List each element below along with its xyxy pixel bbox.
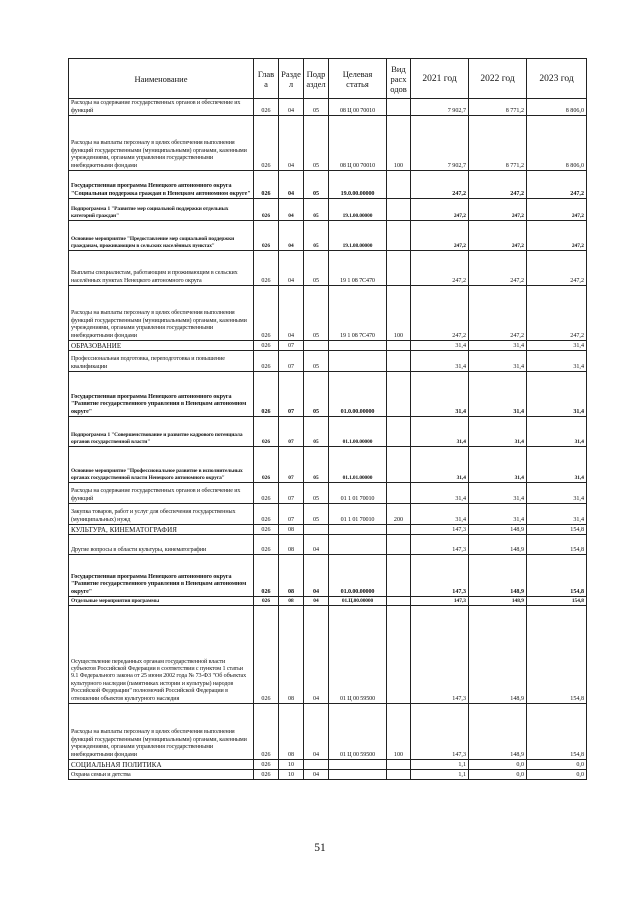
row-2023: 247,2 <box>527 221 587 251</box>
row-razdel: 08 <box>279 704 304 760</box>
row-vid: 100 <box>387 286 411 341</box>
row-razdel: 07 <box>279 341 304 351</box>
row-vid <box>387 555 411 597</box>
row-2022: 247,2 <box>469 251 527 286</box>
row-vid <box>387 351 411 372</box>
table-row <box>69 341 587 351</box>
row-2023: 31,4 <box>527 447 587 483</box>
table-row <box>69 760 587 770</box>
row-razdel: 04 <box>279 286 304 341</box>
row-target: 19 1 08 7С470 <box>329 251 387 286</box>
row-name: Государственная программа Ненецкого автономного округа "Социальная поддержка граждан в Ненецком автономном округе" <box>69 171 254 199</box>
row-name: Государственная программа Ненецкого автономного округа "Развитие государственного управления в Ненецком автономном округе" <box>69 555 254 597</box>
row-podrazdel <box>304 760 329 770</box>
row-2021: 7 902,7 <box>411 116 469 171</box>
row-target: 01 1 01 70010 <box>329 483 387 504</box>
row-glava: 026 <box>254 535 279 555</box>
row-name: Осуществление переданных органам государственной власти субъектов Российской Федерации в соответствии с пунктом 1 статьи 9.1 Федерального закона от 25 июня 2002 года № 73-ФЗ "Об объектах культурного наследия (памятниках истории и культуры) народов Российской Федерации" полномочий Российской Федерации в отношении объектов культурного наследия <box>69 606 254 704</box>
row-name: КУЛЬТУРА, КИНЕМАТОГРАФИЯ <box>69 525 254 535</box>
row-name: СОЦИАЛЬНАЯ ПОЛИТИКА <box>69 760 254 770</box>
row-podrazdel: 05 <box>304 171 329 199</box>
row-name: Расходы на выплаты персоналу в целях обеспечения выполнения функций государственными (муниципальными) органами, казенными учреждениями, органами управления государственными внебюджетными фондами <box>69 286 254 341</box>
row-glava: 026 <box>254 286 279 341</box>
row-target: 01 Ц 00 59500 <box>329 606 387 704</box>
table-row <box>69 171 587 199</box>
row-razdel: 04 <box>279 99 304 116</box>
row-name: Расходы на содержание государственных органов и обеспечение их функций <box>69 483 254 504</box>
row-podrazdel: 04 <box>304 606 329 704</box>
row-vid <box>387 99 411 116</box>
row-glava: 026 <box>254 99 279 116</box>
table-row <box>69 351 587 372</box>
row-target: 19.1.08.00000 <box>329 221 387 251</box>
row-target <box>329 535 387 555</box>
row-vid <box>387 447 411 483</box>
row-glava: 026 <box>254 597 279 606</box>
header-name: Наименование <box>69 59 254 99</box>
row-razdel: 04 <box>279 221 304 251</box>
row-2021: 247,2 <box>411 221 469 251</box>
row-target: 01 Ц 00 59500 <box>329 704 387 760</box>
row-vid <box>387 171 411 199</box>
header-razdel: Разде л <box>279 59 304 99</box>
row-podrazdel: 04 <box>304 555 329 597</box>
row-podrazdel: 04 <box>304 535 329 555</box>
row-2022: 148,9 <box>469 704 527 760</box>
row-glava: 026 <box>254 504 279 525</box>
row-2022: 31,4 <box>469 447 527 483</box>
row-name: Основное мероприятие "Предоставление мер социальной поддержки гражданам, проживающим в сельских населённых пунктах" <box>69 221 254 251</box>
row-vid <box>387 417 411 447</box>
row-razdel: 07 <box>279 417 304 447</box>
table-row <box>69 535 587 555</box>
row-target: 01.1.00.00000 <box>329 417 387 447</box>
row-2021: 31,4 <box>411 341 469 351</box>
row-podrazdel <box>304 341 329 351</box>
table-row <box>69 447 587 483</box>
row-2023: 31,4 <box>527 351 587 372</box>
row-target: 01 1 01 70010 <box>329 504 387 525</box>
table-row <box>69 221 587 251</box>
row-name: Другие вопросы в области культуры, кинематографии <box>69 535 254 555</box>
row-2021: 31,4 <box>411 483 469 504</box>
row-target: 08 Ц 00 70010 <box>329 99 387 116</box>
row-2021: 31,4 <box>411 417 469 447</box>
row-2022: 31,4 <box>469 504 527 525</box>
row-razdel: 07 <box>279 504 304 525</box>
row-target: 19.1.00.00000 <box>329 199 387 221</box>
table-row <box>69 606 587 704</box>
row-2021: 147,3 <box>411 525 469 535</box>
row-vid: 100 <box>387 704 411 760</box>
row-glava: 026 <box>254 116 279 171</box>
row-target: 01.0.00.00000 <box>329 372 387 417</box>
header-vid: Вид расх одов <box>387 59 411 99</box>
row-2023: 31,4 <box>527 372 587 417</box>
row-glava: 026 <box>254 372 279 417</box>
row-2021: 147,3 <box>411 555 469 597</box>
table-row <box>69 704 587 760</box>
table-row <box>69 286 587 341</box>
row-podrazdel: 04 <box>304 704 329 760</box>
row-glava: 026 <box>254 171 279 199</box>
row-vid <box>387 372 411 417</box>
row-razdel: 04 <box>279 171 304 199</box>
row-2023: 154,8 <box>527 597 587 606</box>
row-podrazdel: 05 <box>304 199 329 221</box>
row-2023: 8 806,0 <box>527 116 587 171</box>
row-target <box>329 341 387 351</box>
row-target: 01.0.00.00000 <box>329 555 387 597</box>
row-2023: 247,2 <box>527 171 587 199</box>
row-vid <box>387 483 411 504</box>
row-2022: 8 771,2 <box>469 116 527 171</box>
row-target: 01.Ц.00.00000 <box>329 597 387 606</box>
row-podrazdel: 05 <box>304 286 329 341</box>
table-row <box>69 597 587 606</box>
row-name: Профессиональная подготовка, переподготовка и повышение квалификации <box>69 351 254 372</box>
row-glava: 026 <box>254 199 279 221</box>
row-vid <box>387 606 411 704</box>
row-podrazdel: 05 <box>304 447 329 483</box>
row-2021: 147,3 <box>411 704 469 760</box>
row-glava: 026 <box>254 351 279 372</box>
row-name: Расходы на выплаты персоналу в целях обеспечения выполнения функций государственными (муниципальными) органами, казенными учреждениями, органами управления государственными внебюджетными фондами <box>69 704 254 760</box>
header-2022: 2022 год <box>469 59 527 99</box>
row-2023: 247,2 <box>527 286 587 341</box>
row-razdel: 10 <box>279 760 304 770</box>
row-2021: 247,2 <box>411 251 469 286</box>
row-glava: 026 <box>254 341 279 351</box>
row-podrazdel: 04 <box>304 770 329 780</box>
row-podrazdel: 05 <box>304 504 329 525</box>
header-podrazdel: Подр аздел <box>304 59 329 99</box>
row-vid <box>387 199 411 221</box>
row-2021: 247,2 <box>411 286 469 341</box>
table-row <box>69 116 587 171</box>
row-2022: 148,9 <box>469 525 527 535</box>
row-glava: 026 <box>254 770 279 780</box>
row-name: ОБРАЗОВАНИЕ <box>69 341 254 351</box>
row-podrazdel <box>304 525 329 535</box>
row-target <box>329 525 387 535</box>
row-razdel: 08 <box>279 597 304 606</box>
row-2023: 154,8 <box>527 525 587 535</box>
row-razdel: 04 <box>279 116 304 171</box>
row-podrazdel: 05 <box>304 417 329 447</box>
row-vid <box>387 221 411 251</box>
header-target: Целевая статья <box>329 59 387 99</box>
table-header-row <box>69 59 587 99</box>
row-vid <box>387 760 411 770</box>
row-podrazdel: 04 <box>304 597 329 606</box>
row-2021: 31,4 <box>411 504 469 525</box>
row-2022: 31,4 <box>469 351 527 372</box>
row-2021: 147,3 <box>411 597 469 606</box>
row-target: 08 Ц 00 70010 <box>329 116 387 171</box>
row-name: Охрана семьи и детства <box>69 770 254 780</box>
row-2021: 247,2 <box>411 199 469 221</box>
header-glava: Глав а <box>254 59 279 99</box>
table-row <box>69 251 587 286</box>
row-vid <box>387 535 411 555</box>
row-vid: 100 <box>387 116 411 171</box>
row-razdel: 04 <box>279 251 304 286</box>
table-row <box>69 417 587 447</box>
row-2023: 154,8 <box>527 555 587 597</box>
row-vid: 200 <box>387 504 411 525</box>
row-2022: 8 771,2 <box>469 99 527 116</box>
row-glava: 026 <box>254 221 279 251</box>
row-2022: 247,2 <box>469 171 527 199</box>
row-target <box>329 351 387 372</box>
row-2022: 31,4 <box>469 483 527 504</box>
row-name: Отдельные мероприятия программы <box>69 597 254 606</box>
row-razdel: 07 <box>279 351 304 372</box>
row-name: Основное мероприятие "Профессиональное развитие в исполнительных органах государственной власти Ненецкого автономного округа" <box>69 447 254 483</box>
row-razdel: 07 <box>279 483 304 504</box>
row-2022: 247,2 <box>469 221 527 251</box>
row-2023: 154,8 <box>527 535 587 555</box>
row-glava: 026 <box>254 525 279 535</box>
row-vid <box>387 770 411 780</box>
row-glava: 026 <box>254 704 279 760</box>
row-glava: 026 <box>254 417 279 447</box>
row-razdel: 08 <box>279 606 304 704</box>
table-row <box>69 372 587 417</box>
row-podrazdel: 05 <box>304 251 329 286</box>
row-2023: 31,4 <box>527 417 587 447</box>
row-2022: 31,4 <box>469 372 527 417</box>
header-2023: 2023 год <box>527 59 587 99</box>
row-2023: 247,2 <box>527 251 587 286</box>
row-2022: 148,9 <box>469 555 527 597</box>
row-glava: 026 <box>254 447 279 483</box>
row-2023: 0,0 <box>527 770 587 780</box>
table-row <box>69 525 587 535</box>
row-name: Государственная программа Ненецкого автономного округа "Развитие государственного управления в Ненецком автономном округе" <box>69 372 254 417</box>
row-name: Подпрограмма 1 "Совершенствование и развитие кадрового потенциала органов государственной власти" <box>69 417 254 447</box>
row-vid <box>387 597 411 606</box>
row-name: Расходы на содержание государственных органов и обеспечение их функций <box>69 99 254 116</box>
row-2021: 247,2 <box>411 171 469 199</box>
row-name: Закупка товаров, работ и услуг для обеспечения государственных (муниципальных) нужд <box>69 504 254 525</box>
row-2023: 0,0 <box>527 760 587 770</box>
row-glava: 026 <box>254 483 279 504</box>
row-2021: 31,4 <box>411 447 469 483</box>
row-glava: 026 <box>254 760 279 770</box>
row-name: Выплаты специалистам, работающим и проживающим в сельских населённых пунктах Ненецкого автономного округа <box>69 251 254 286</box>
row-glava: 026 <box>254 251 279 286</box>
row-2021: 147,3 <box>411 535 469 555</box>
budget-table <box>68 58 587 780</box>
row-2021: 31,4 <box>411 372 469 417</box>
table-row <box>69 770 587 780</box>
row-razdel: 04 <box>279 199 304 221</box>
row-2023: 154,8 <box>527 704 587 760</box>
row-2023: 31,4 <box>527 341 587 351</box>
table-row <box>69 99 587 116</box>
row-vid <box>387 341 411 351</box>
row-target: 19.0.00.00000 <box>329 171 387 199</box>
row-2023: 31,4 <box>527 483 587 504</box>
row-target <box>329 760 387 770</box>
row-razdel: 08 <box>279 525 304 535</box>
row-razdel: 07 <box>279 447 304 483</box>
row-2023: 247,2 <box>527 199 587 221</box>
row-2022: 148,9 <box>469 606 527 704</box>
row-2022: 247,2 <box>469 199 527 221</box>
row-2022: 0,0 <box>469 760 527 770</box>
row-podrazdel: 05 <box>304 221 329 251</box>
row-2022: 148,9 <box>469 597 527 606</box>
row-razdel: 10 <box>279 770 304 780</box>
row-glava: 026 <box>254 555 279 597</box>
row-podrazdel: 05 <box>304 372 329 417</box>
row-2021: 7 902,7 <box>411 99 469 116</box>
header-2021: 2021 год <box>411 59 469 99</box>
row-2021: 1,1 <box>411 760 469 770</box>
row-2021: 31,4 <box>411 351 469 372</box>
row-target: 01.1.01.00000 <box>329 447 387 483</box>
row-2022: 0,0 <box>469 770 527 780</box>
table-row <box>69 483 587 504</box>
row-vid <box>387 525 411 535</box>
row-razdel: 08 <box>279 535 304 555</box>
row-2023: 31,4 <box>527 504 587 525</box>
table-row <box>69 199 587 221</box>
row-glava: 026 <box>254 606 279 704</box>
table-row <box>69 504 587 525</box>
row-target: 19 1 08 7С470 <box>329 286 387 341</box>
row-podrazdel: 05 <box>304 99 329 116</box>
row-2022: 31,4 <box>469 341 527 351</box>
row-2021: 1,1 <box>411 770 469 780</box>
row-podrazdel: 05 <box>304 116 329 171</box>
row-razdel: 07 <box>279 372 304 417</box>
row-vid <box>387 251 411 286</box>
row-name: Расходы на выплаты персоналу в целях обеспечения выполнения функций государственными (муниципальными) органами, казенными учреждениями, органами управления государственными внебюджетными фондами <box>69 116 254 171</box>
row-razdel: 08 <box>279 555 304 597</box>
row-2022: 31,4 <box>469 417 527 447</box>
row-2023: 8 806,0 <box>527 99 587 116</box>
page-number: 51 <box>314 842 326 854</box>
row-2022: 148,9 <box>469 535 527 555</box>
table-row <box>69 555 587 597</box>
row-name: Подпрограмма 1 "Развитие мер социальной поддержки отдельных категорий граждан" <box>69 199 254 221</box>
row-2023: 154,8 <box>527 606 587 704</box>
row-target <box>329 770 387 780</box>
row-2022: 247,2 <box>469 286 527 341</box>
row-podrazdel: 05 <box>304 483 329 504</box>
row-2021: 147,3 <box>411 606 469 704</box>
row-podrazdel: 05 <box>304 351 329 372</box>
